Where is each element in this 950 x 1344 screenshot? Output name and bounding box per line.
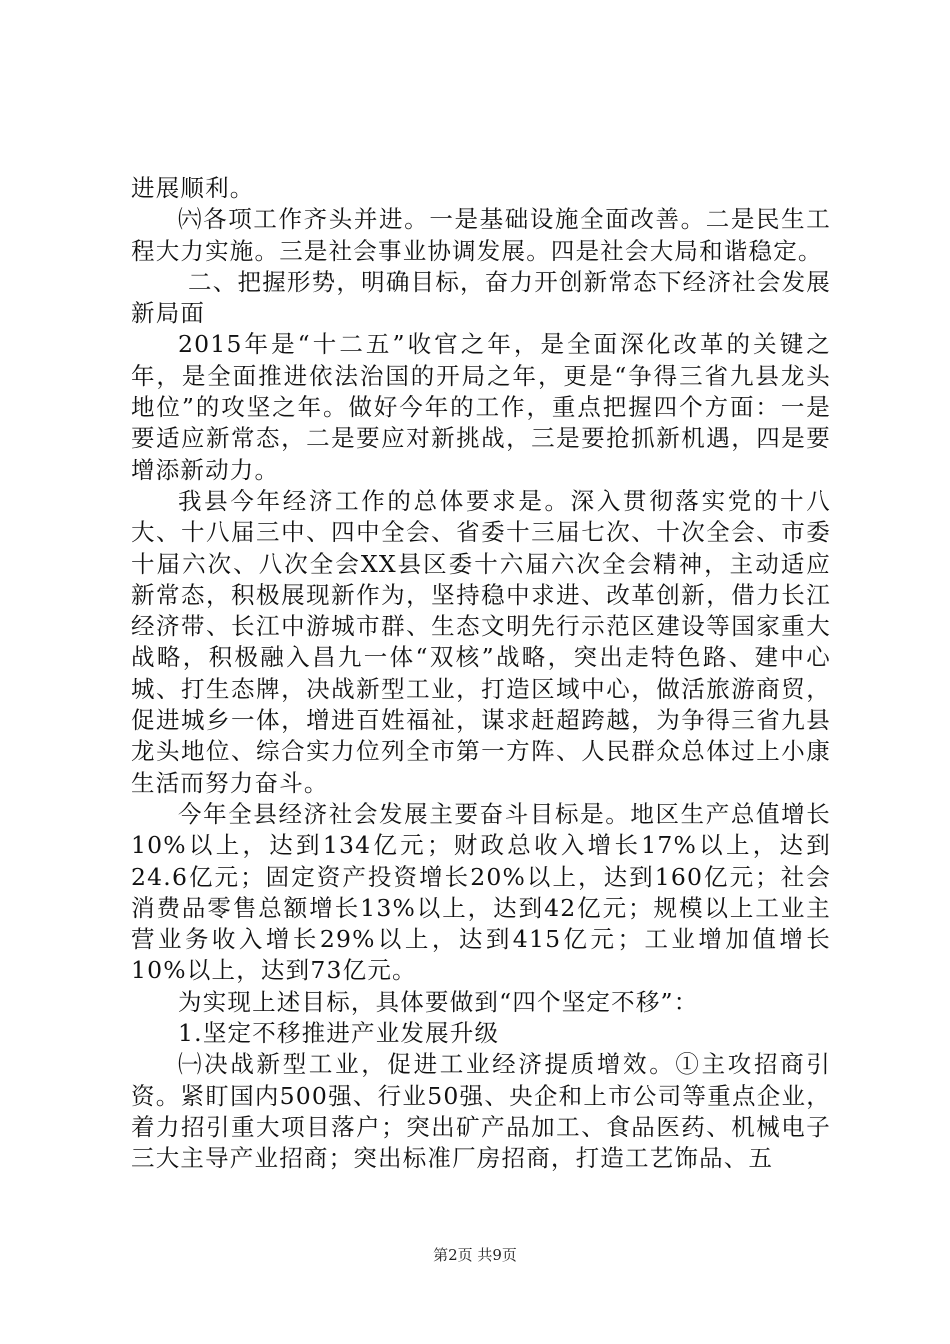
page-number-footer: 第2页 共9页 — [433, 1246, 517, 1264]
paragraph-1: 进展顺利。 — [131, 174, 255, 202]
paragraph-6: 今年全县经济社会发展主要奋斗目标是。地区生产总值增长10%以上，达到134亿元；财政总收入增长17%以上，达到24.6亿元；固定资产投资增长20%以上，达到160亿元；社会消费品零售总额增长13%以上，达到42亿元；规模以上工业主营业务收入增长29%以上，达到415亿元；工业增加值增长10%以上，达到73亿元。 — [131, 799, 831, 985]
paragraph-2: ㈥各项工作齐头并进。一是基础设施全面改善。二是民生工程大力实施。三是社会事业协调发展。四是社会大局和谐稳定。 — [131, 205, 831, 265]
subheading-1: 1.坚定不移推进产业发展升级 — [178, 1019, 500, 1048]
paragraph-5: 我县今年经济工作的总体要求是。深入贯彻落实党的十八大、十八届三中、四中全会、省委十三届七次、十次全会、市委十届六次、八次全会XX县区委十六届六次全会精神，主动适应新常态，积极展现新作为，坚持稳中求进、改革创新，借力长江经济带、长江中游城市群、生态文明先行示范区建设等国家重大战略，积极融入昌九一体“双核”战略，突出走特色路、建中心城、打生态牌，决战新型工业，打造区域中心，做活旅游商贸，促进城乡一体，增进百姓福祉，谋求赶超跨越，为争得三省九县龙头地位、综合实力位列全市第一方阵、人民群众总体过上小康生活而努力奋斗。 — [131, 486, 831, 797]
paragraph-7: 为实现上述目标，具体要做到“四个坚定不移”： — [178, 987, 699, 1016]
paragraph-4: 2015年是“十二五”收官之年，是全面深化改革的关键之年，是全面推进依法治国的开局之年，更是“争得三省九县龙头地位”的攻坚之年。做好今年的工作，重点把握四个方面：一是要适应新常态，二是要应对新挑战，三是要抢抓新机遇，四是要增添新动力。 — [131, 330, 831, 484]
section-heading: 二、把握形势，明确目标，奋力开创新常态下经济社会发展新局面 — [131, 267, 831, 328]
document-body — [131, 173, 831, 1175]
paragraph-9: ㈠决战新型工业，促进工业经济提质增效。①主攻招商引资。紧盯国内500强、行业50强、央企和上市公司等重点企业，着力招引重大项目落户；突出矿产品加工、食品医药、机械电子三大主导产业招商；突出标准厂房招商，打造工艺饰品、五 — [131, 1050, 831, 1173]
